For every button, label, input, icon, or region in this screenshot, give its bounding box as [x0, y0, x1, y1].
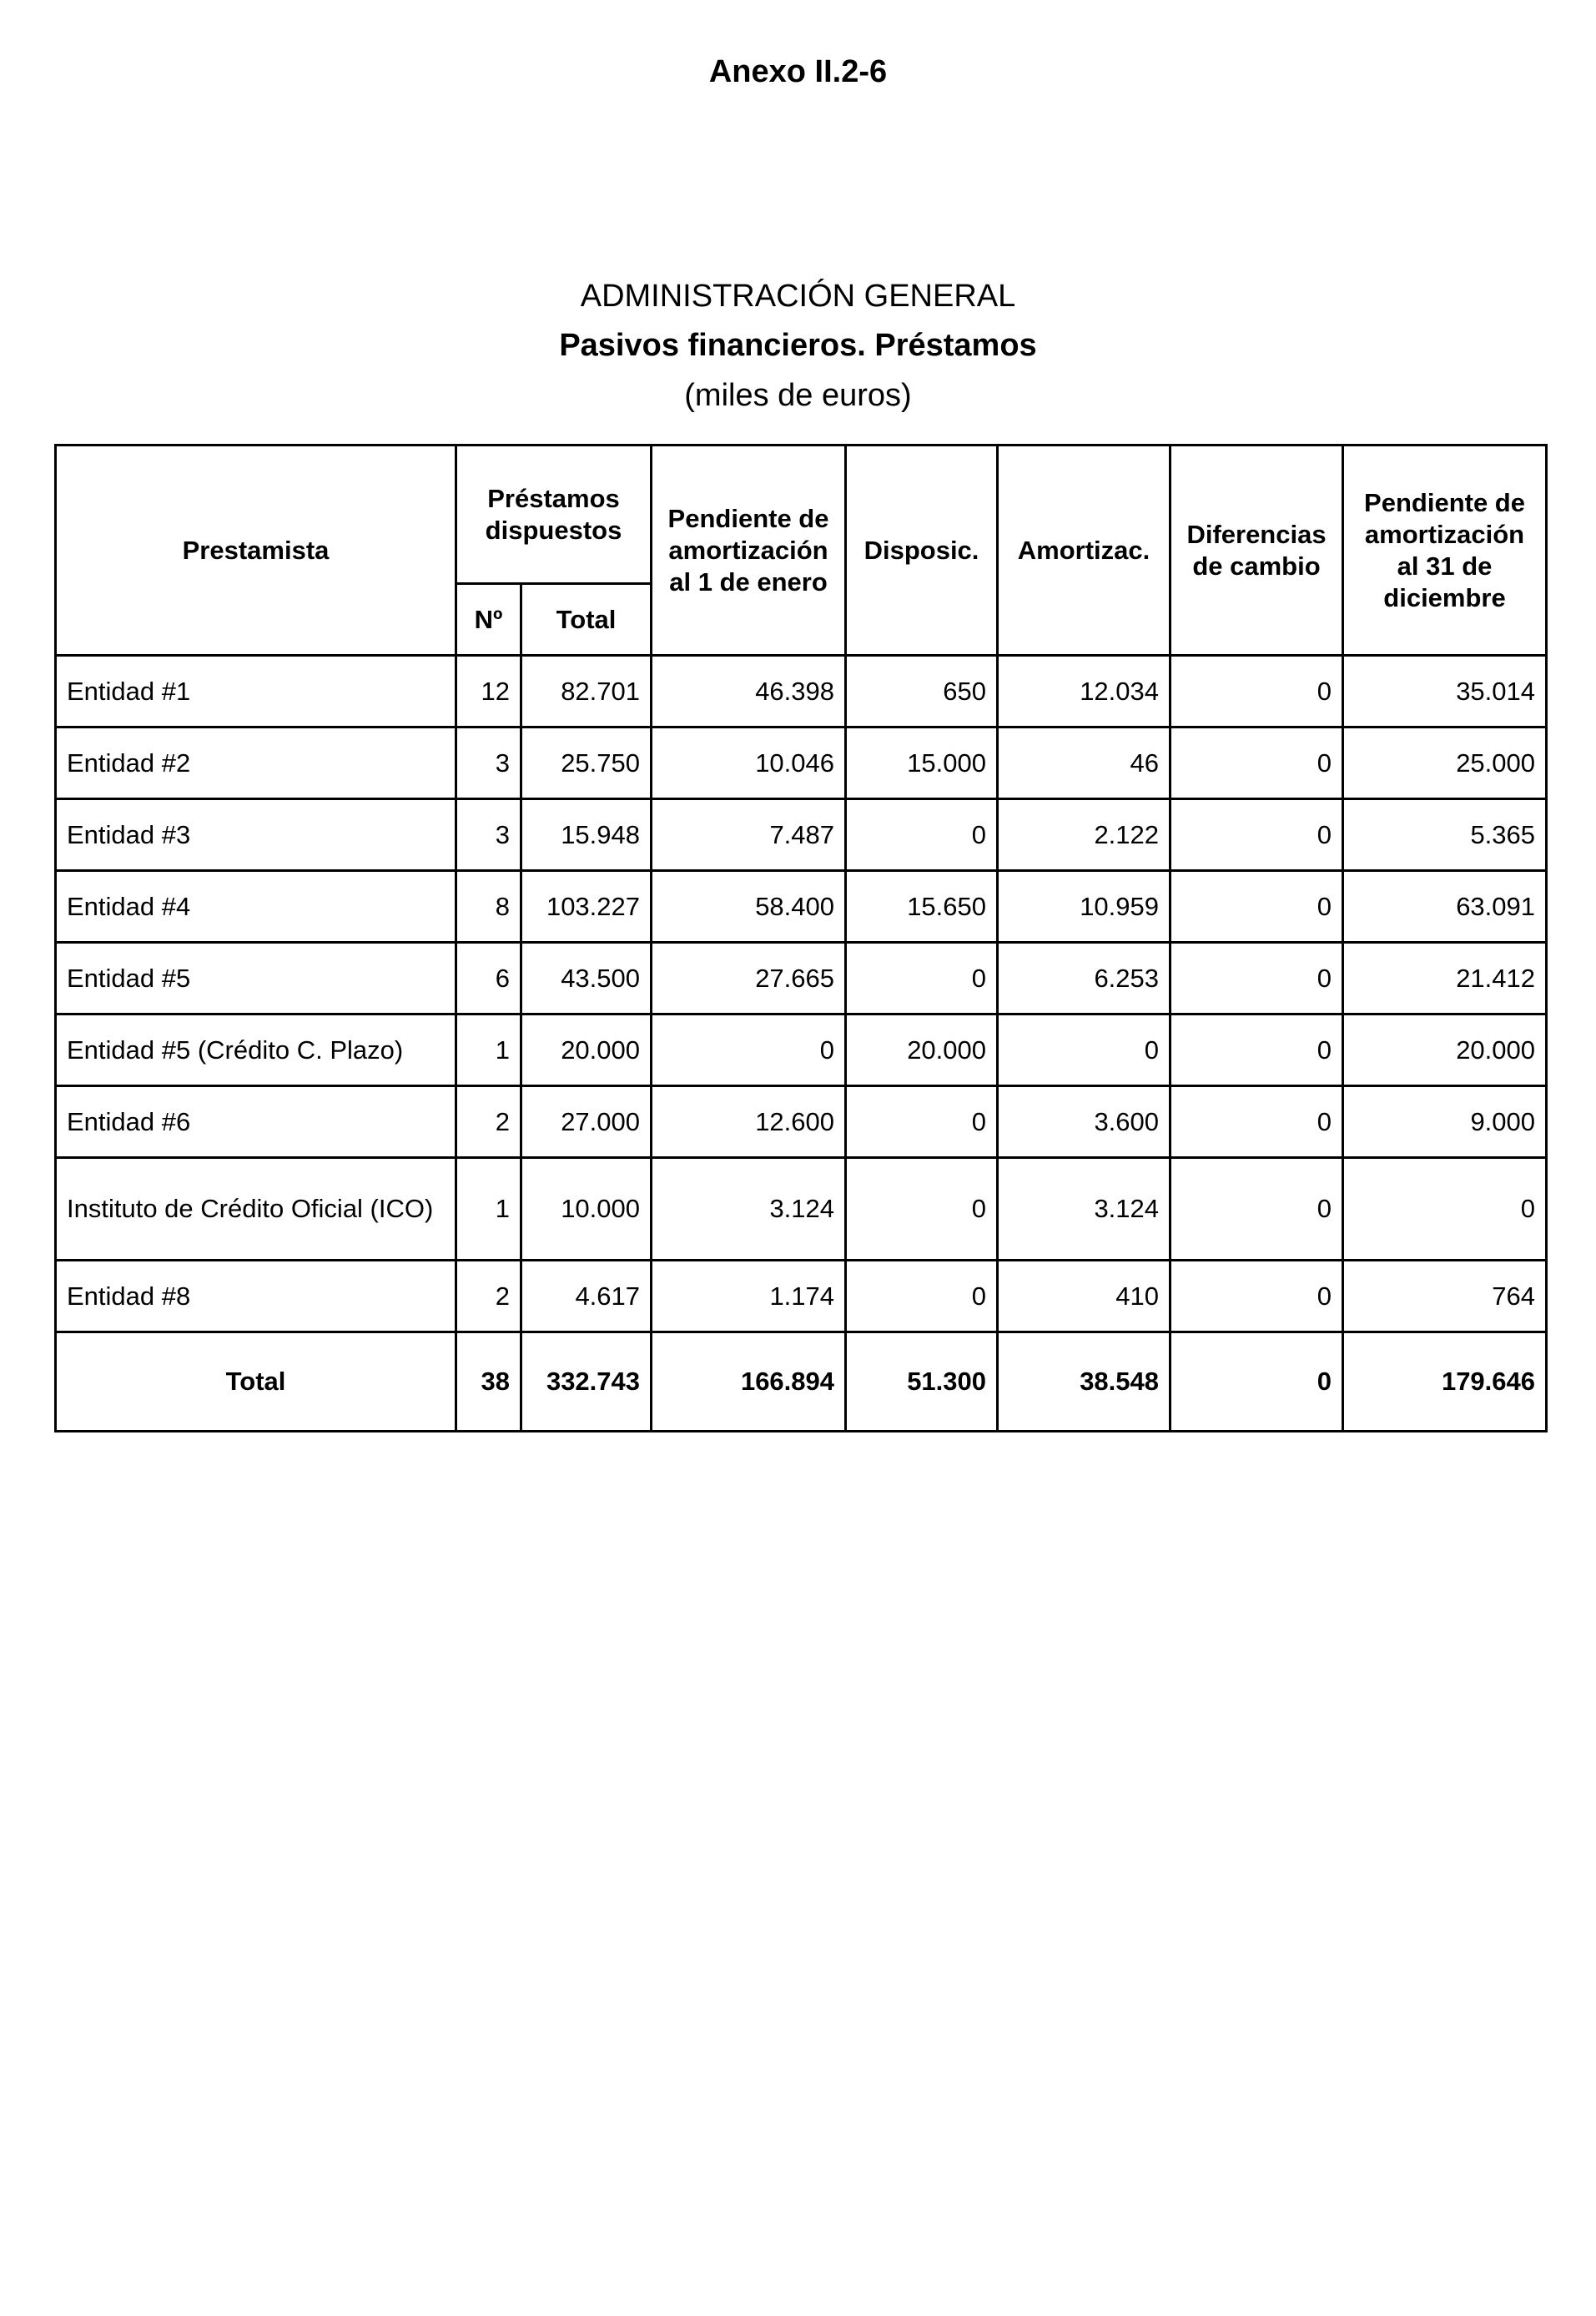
cell-drawdowns: 15.000	[846, 728, 998, 799]
table-row	[56, 943, 1547, 1015]
header-row	[56, 446, 1547, 584]
header-loans-total: Total	[521, 584, 652, 656]
cell-outstanding-start: 46.398	[652, 656, 846, 728]
cell-fx-differences: 0	[1171, 799, 1343, 871]
cell-repayments: 6.253	[998, 943, 1171, 1015]
cell-outstanding-end: 63.091	[1343, 871, 1547, 943]
cell-repayments: 410	[998, 1261, 1171, 1332]
cell-lender: Instituto de Crédito Oficial (ICO)	[56, 1158, 456, 1261]
cell-drawdowns: 0	[846, 1086, 998, 1158]
cell-outstanding-start: 1.174	[652, 1261, 846, 1332]
cell-total: 103.227	[521, 871, 652, 943]
total-repayments: 38.548	[998, 1332, 1171, 1432]
table-row	[56, 728, 1547, 799]
cell-total: 10.000	[521, 1158, 652, 1261]
cell-drawdowns: 0	[846, 1158, 998, 1261]
document-title: ADMINISTRACIÓN GENERAL	[580, 279, 1016, 314]
cell-lender: Entidad #4	[56, 871, 456, 943]
cell-fx-differences: 0	[1171, 1086, 1343, 1158]
cell-outstanding-end: 764	[1343, 1261, 1547, 1332]
cell-drawdowns: 0	[846, 1261, 998, 1332]
cell-total: 15.948	[521, 799, 652, 871]
total-outstanding-start: 166.894	[652, 1332, 846, 1432]
total-fx-differences: 0	[1171, 1332, 1343, 1432]
cell-repayments: 12.034	[998, 656, 1171, 728]
table-row	[56, 1261, 1547, 1332]
table-row	[56, 1158, 1547, 1261]
header-repayments: Amortizac.	[998, 446, 1171, 656]
header-lender: Prestamista	[56, 446, 456, 656]
cell-number: 3	[456, 799, 521, 871]
cell-outstanding-end: 5.365	[1343, 799, 1547, 871]
cell-lender: Entidad #5 (Crédito C. Plazo)	[56, 1015, 456, 1086]
cell-outstanding-end: 20.000	[1343, 1015, 1547, 1086]
cell-fx-differences: 0	[1171, 728, 1343, 799]
cell-outstanding-start: 10.046	[652, 728, 846, 799]
loans-table	[54, 444, 1548, 1432]
cell-lender: Entidad #6	[56, 1086, 456, 1158]
cell-outstanding-start: 27.665	[652, 943, 846, 1015]
cell-repayments: 3.600	[998, 1086, 1171, 1158]
annex-label: Anexo II.2-6	[708, 54, 888, 89]
cell-outstanding-end: 0	[1343, 1158, 1547, 1261]
units-note: (miles de euros)	[684, 378, 912, 413]
cell-repayments: 3.124	[998, 1158, 1171, 1261]
header-outstanding-end: Pendiente de amortización al 31 de diciembre	[1343, 446, 1547, 656]
cell-number: 2	[456, 1086, 521, 1158]
cell-repayments: 46	[998, 728, 1171, 799]
cell-outstanding-start: 7.487	[652, 799, 846, 871]
document-subtitle: Pasivos financieros. Préstamos	[559, 328, 1037, 363]
cell-drawdowns: 0	[846, 799, 998, 871]
header-drawdowns: Disposic.	[846, 446, 998, 656]
table-row	[56, 799, 1547, 871]
cell-total: 25.750	[521, 728, 652, 799]
cell-fx-differences: 0	[1171, 1015, 1343, 1086]
cell-total: 43.500	[521, 943, 652, 1015]
cell-fx-differences: 0	[1171, 1261, 1343, 1332]
table-row	[56, 871, 1547, 943]
cell-outstanding-end: 35.014	[1343, 656, 1547, 728]
cell-outstanding-end: 21.412	[1343, 943, 1547, 1015]
header-fx-differences: Diferencias de cambio	[1171, 446, 1343, 656]
cell-fx-differences: 0	[1171, 871, 1343, 943]
cell-lender: Entidad #5	[56, 943, 456, 1015]
cell-repayments: 2.122	[998, 799, 1171, 871]
cell-lender: Entidad #8	[56, 1261, 456, 1332]
cell-number: 8	[456, 871, 521, 943]
cell-lender: Entidad #1	[56, 656, 456, 728]
cell-number: 3	[456, 728, 521, 799]
cell-outstanding-start: 12.600	[652, 1086, 846, 1158]
cell-fx-differences: 0	[1171, 1158, 1343, 1261]
cell-number: 1	[456, 1158, 521, 1261]
cell-outstanding-start: 58.400	[652, 871, 846, 943]
cell-total: 82.701	[521, 656, 652, 728]
cell-outstanding-end: 25.000	[1343, 728, 1547, 799]
cell-total: 27.000	[521, 1086, 652, 1158]
cell-drawdowns: 0	[846, 943, 998, 1015]
table-row	[56, 1086, 1547, 1158]
cell-number: 2	[456, 1261, 521, 1332]
cell-lender: Entidad #2	[56, 728, 456, 799]
cell-number: 6	[456, 943, 521, 1015]
total-row	[56, 1332, 1547, 1432]
cell-drawdowns: 650	[846, 656, 998, 728]
cell-repayments: 0	[998, 1015, 1171, 1086]
cell-drawdowns: 20.000	[846, 1015, 998, 1086]
cell-fx-differences: 0	[1171, 656, 1343, 728]
cell-outstanding-end: 9.000	[1343, 1086, 1547, 1158]
cell-lender: Entidad #3	[56, 799, 456, 871]
header-outstanding-start: Pendiente de amortización al 1 de enero	[652, 446, 846, 656]
total-drawdowns: 51.300	[846, 1332, 998, 1432]
cell-drawdowns: 15.650	[846, 871, 998, 943]
cell-outstanding-start: 0	[652, 1015, 846, 1086]
cell-number: 12	[456, 656, 521, 728]
header-loans-drawn: Préstamos dispuestos	[456, 446, 652, 584]
table-row	[56, 1015, 1547, 1086]
total-number: 38	[456, 1332, 521, 1432]
cell-repayments: 10.959	[998, 871, 1171, 943]
header-loans-number: Nº	[456, 584, 521, 656]
cell-total: 4.617	[521, 1261, 652, 1332]
table-row	[56, 656, 1547, 728]
total-outstanding-end: 179.646	[1343, 1332, 1547, 1432]
cell-fx-differences: 0	[1171, 943, 1343, 1015]
cell-number: 1	[456, 1015, 521, 1086]
cell-outstanding-start: 3.124	[652, 1158, 846, 1261]
cell-total: 20.000	[521, 1015, 652, 1086]
total-label: Total	[56, 1332, 456, 1432]
total-total: 332.743	[521, 1332, 652, 1432]
